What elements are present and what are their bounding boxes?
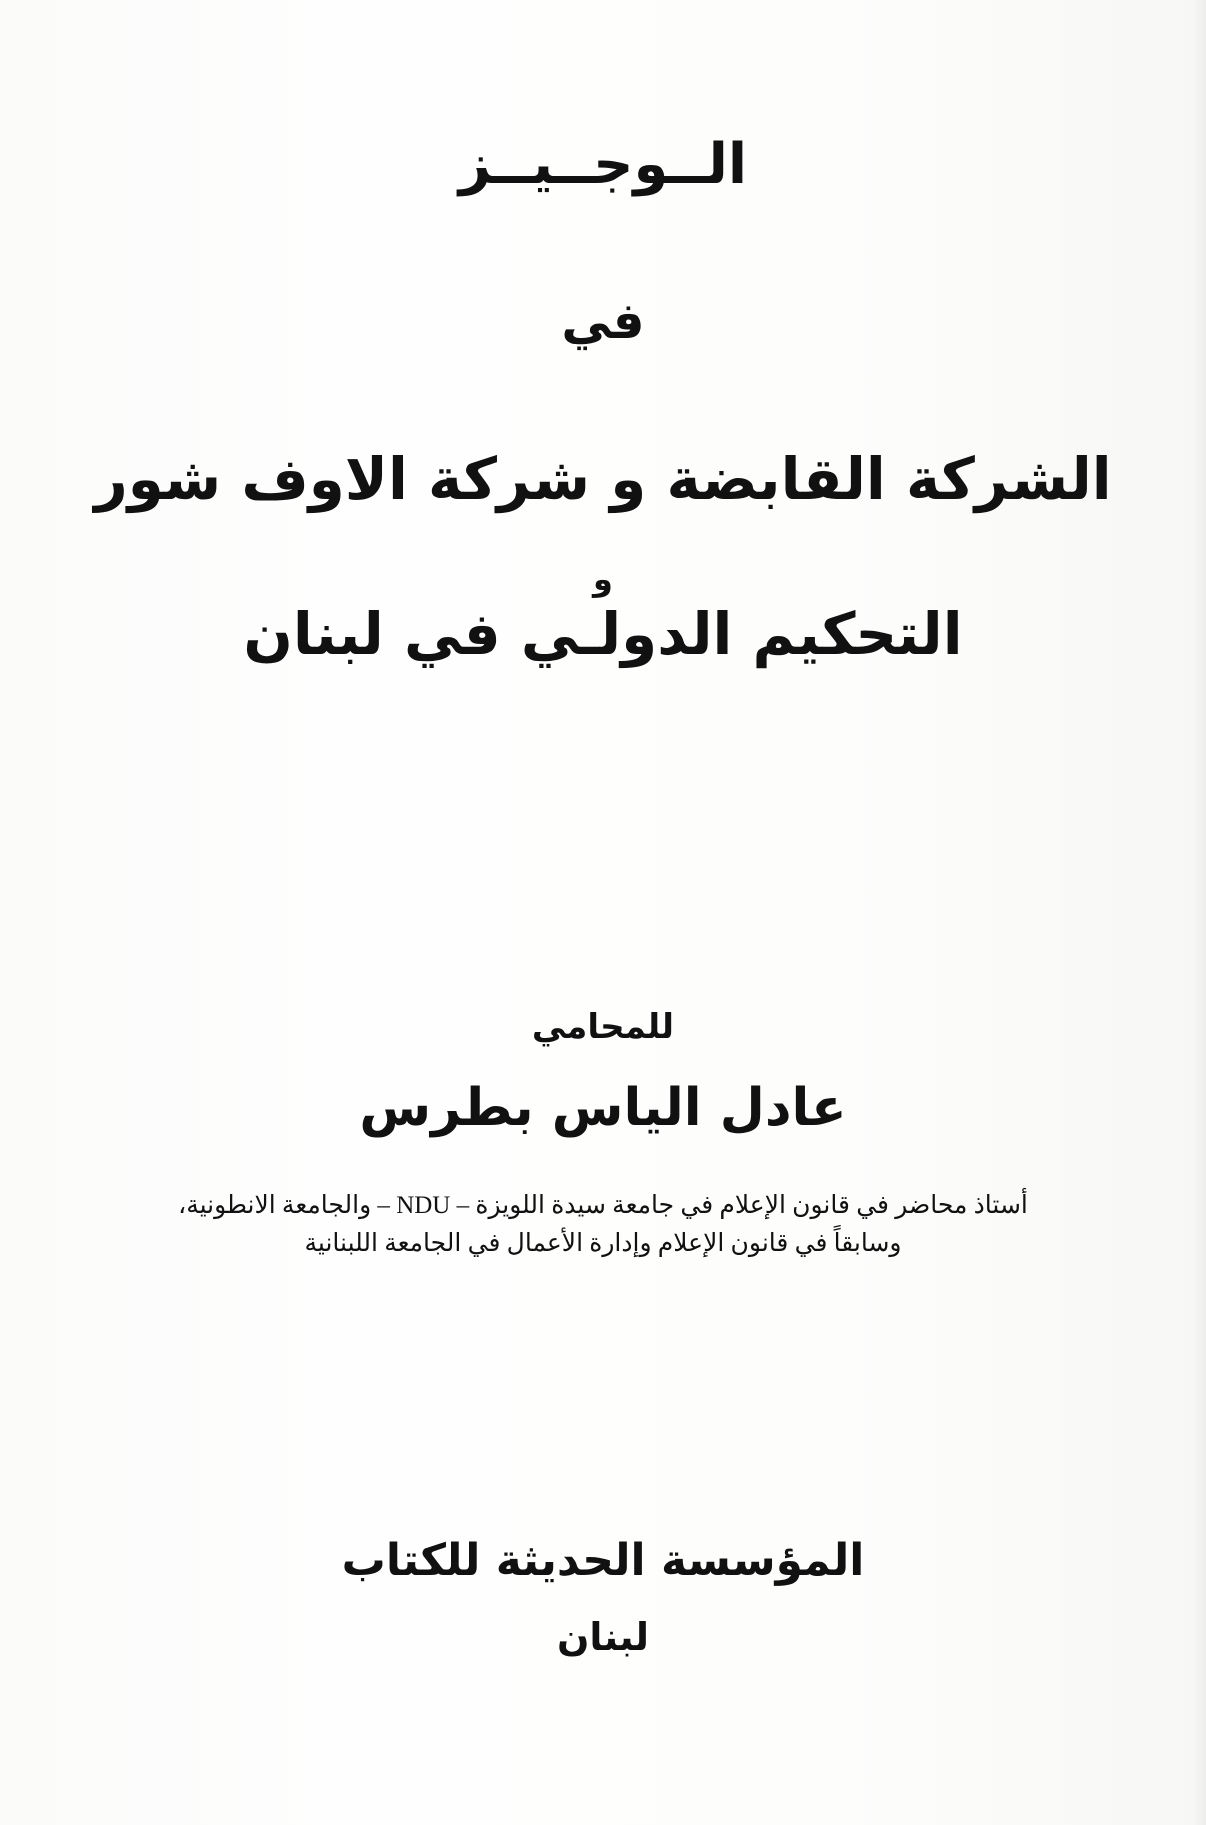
author-name: عادل الياس بطرس xyxy=(359,1078,847,1138)
author-label: للمحامي xyxy=(531,1007,675,1047)
subtitle-line-2: التحكيم الدولـي في لبنان xyxy=(243,600,963,668)
author-bio-line-1: أستاذ محاضر في قانون الإعلام في جامعة سيدة اللويزة – NDU – والجامعة الانطونية، xyxy=(178,1192,1028,1219)
author-bio-line-2: وسابقاً في قانون الإعلام وإدارة الأعمال في الجامعة اللبنانية xyxy=(304,1230,902,1257)
title-preposition: في xyxy=(561,292,645,350)
subtitle-conjunction: و xyxy=(593,560,613,598)
publisher-country: لبنان xyxy=(557,1615,649,1659)
book-title: الــوجــيــز xyxy=(458,132,748,197)
page-edge-shadow xyxy=(1192,0,1206,1825)
subtitle-line-1: الشركة القابضة و شركة الاوف شور xyxy=(94,445,1112,513)
publisher-name: المؤسسة الحديثة للكتاب xyxy=(341,1535,865,1586)
